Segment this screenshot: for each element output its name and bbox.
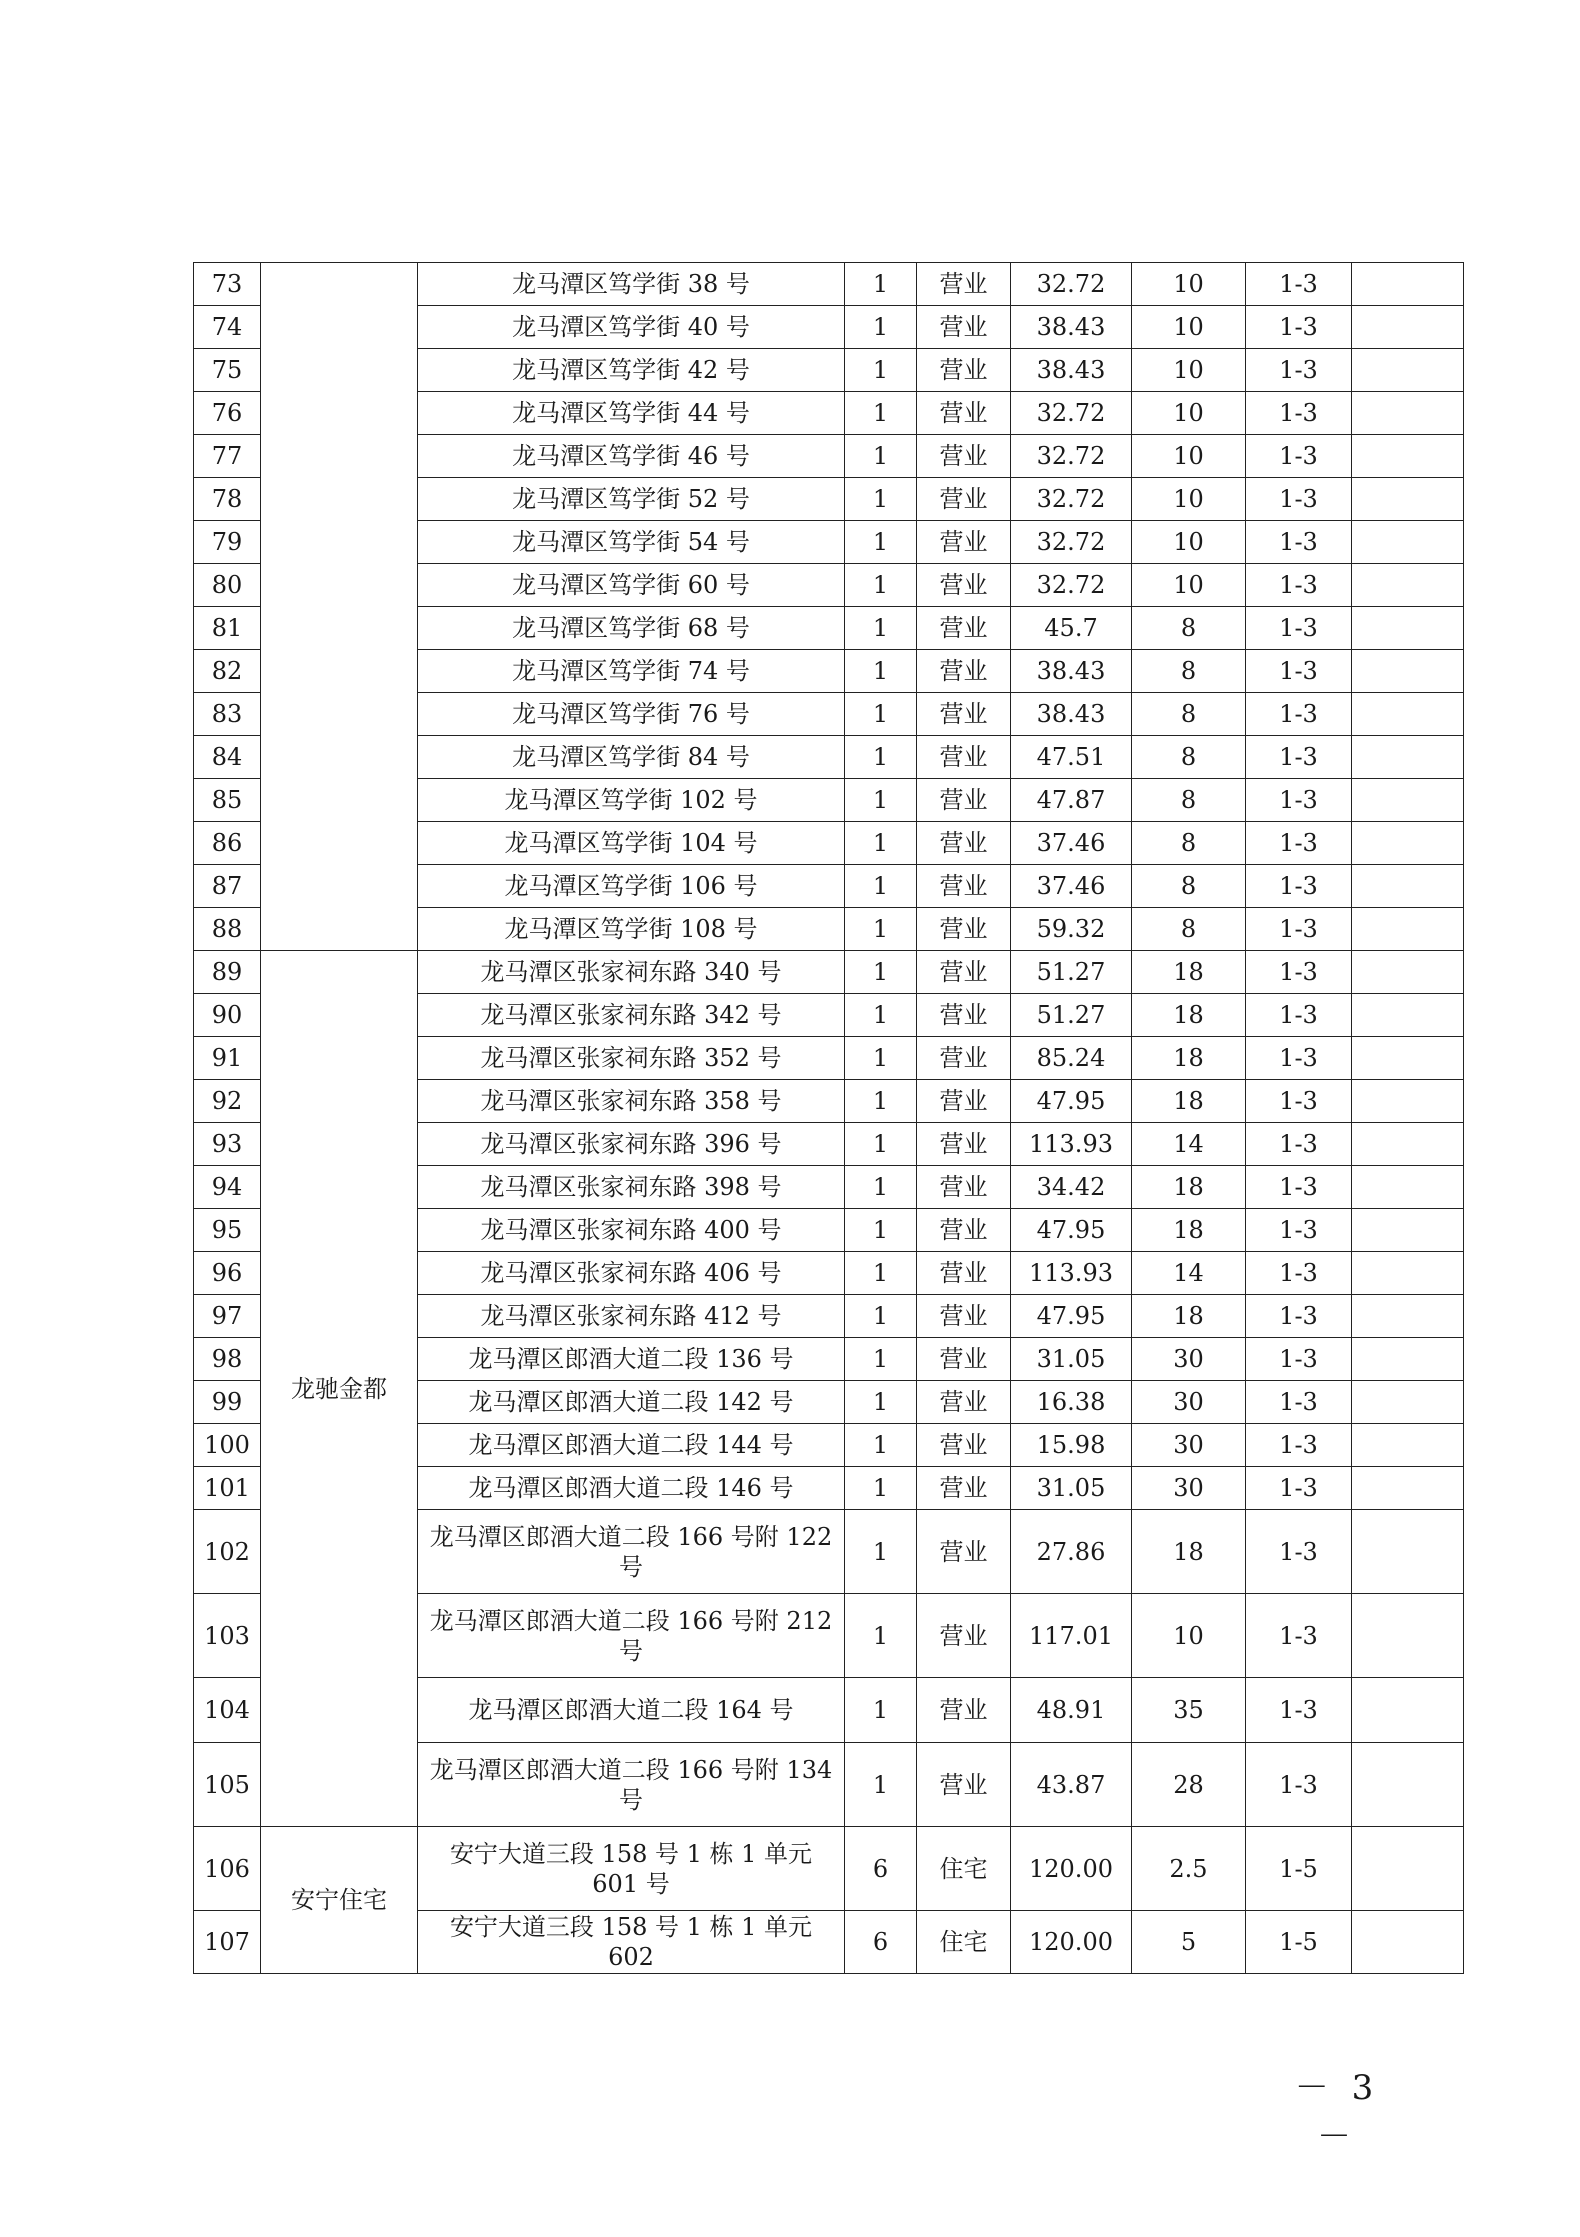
note-cell: [1352, 1252, 1464, 1295]
price-cell: 5: [1132, 1911, 1246, 1974]
area-cell: 47.95: [1011, 1209, 1132, 1252]
usage-cell: 营业: [917, 994, 1011, 1037]
area-cell: 117.01: [1011, 1594, 1132, 1678]
usage-cell: 营业: [917, 736, 1011, 779]
price-cell: 18: [1132, 1080, 1246, 1123]
price-cell: 10: [1132, 392, 1246, 435]
price-cell: 18: [1132, 951, 1246, 994]
quantity-cell: 1: [845, 1338, 917, 1381]
address-cell: 龙马潭区笃学街 44 号: [418, 392, 845, 435]
quantity-cell: 1: [845, 693, 917, 736]
area-cell: 120.00: [1011, 1911, 1132, 1974]
note-cell: [1352, 1123, 1464, 1166]
price-cell: 8: [1132, 779, 1246, 822]
price-cell: 35: [1132, 1678, 1246, 1743]
area-cell: 32.72: [1011, 564, 1132, 607]
price-cell: 10: [1132, 1594, 1246, 1678]
price-cell: 18: [1132, 1295, 1246, 1338]
term-cell: 1-3: [1246, 1209, 1352, 1252]
price-cell: 18: [1132, 994, 1246, 1037]
address-cell: 安宁大道三段 158 号 1 栋 1 单元 602: [418, 1911, 845, 1974]
row-number: 80: [194, 564, 261, 607]
quantity-cell: 1: [845, 779, 917, 822]
term-cell: 1-3: [1246, 263, 1352, 306]
area-cell: 15.98: [1011, 1424, 1132, 1467]
price-cell: 30: [1132, 1467, 1246, 1510]
quantity-cell: 1: [845, 951, 917, 994]
price-cell: 8: [1132, 822, 1246, 865]
address-cell: 龙马潭区郎酒大道二段 142 号: [418, 1381, 845, 1424]
usage-cell: 营业: [917, 1594, 1011, 1678]
quantity-cell: 1: [845, 1123, 917, 1166]
row-number: 77: [194, 435, 261, 478]
asset-table: [193, 262, 1464, 1974]
price-cell: 10: [1132, 263, 1246, 306]
quantity-cell: 1: [845, 1743, 917, 1827]
quantity-cell: 1: [845, 822, 917, 865]
address-cell: 龙马潭区笃学街 84 号: [418, 736, 845, 779]
price-cell: 30: [1132, 1424, 1246, 1467]
term-cell: 1-3: [1246, 1594, 1352, 1678]
usage-cell: 营业: [917, 1037, 1011, 1080]
note-cell: [1352, 1424, 1464, 1467]
price-cell: 28: [1132, 1743, 1246, 1827]
row-number: 99: [194, 1381, 261, 1424]
area-cell: 51.27: [1011, 951, 1132, 994]
table-row: [194, 951, 1464, 994]
usage-cell: 营业: [917, 1338, 1011, 1381]
term-cell: 1-3: [1246, 650, 1352, 693]
quantity-cell: 1: [845, 564, 917, 607]
quantity-cell: 6: [845, 1827, 917, 1911]
term-cell: 1-3: [1246, 392, 1352, 435]
note-cell: [1352, 607, 1464, 650]
area-cell: 47.87: [1011, 779, 1132, 822]
quantity-cell: 1: [845, 306, 917, 349]
area-cell: 31.05: [1011, 1338, 1132, 1381]
row-number: 76: [194, 392, 261, 435]
usage-cell: 营业: [917, 392, 1011, 435]
usage-cell: 营业: [917, 1123, 1011, 1166]
row-number: 90: [194, 994, 261, 1037]
usage-cell: 营业: [917, 693, 1011, 736]
price-cell: 18: [1132, 1209, 1246, 1252]
term-cell: 1-3: [1246, 1080, 1352, 1123]
note-cell: [1352, 865, 1464, 908]
quantity-cell: 1: [845, 349, 917, 392]
address-cell: 龙马潭区张家祠东路 398 号: [418, 1166, 845, 1209]
usage-cell: 营业: [917, 306, 1011, 349]
price-cell: 2.5: [1132, 1827, 1246, 1911]
price-cell: 8: [1132, 693, 1246, 736]
note-cell: [1352, 736, 1464, 779]
page-number: － 3 －: [1294, 2068, 1380, 2157]
row-number: 107: [194, 1911, 261, 1974]
note-cell: [1352, 263, 1464, 306]
note-cell: [1352, 1467, 1464, 1510]
note-cell: [1352, 1678, 1464, 1743]
area-cell: 43.87: [1011, 1743, 1132, 1827]
usage-cell: 营业: [917, 1424, 1011, 1467]
usage-cell: 营业: [917, 1510, 1011, 1594]
quantity-cell: 1: [845, 1080, 917, 1123]
address-cell: 龙马潭区张家祠东路 412 号: [418, 1295, 845, 1338]
row-number: 91: [194, 1037, 261, 1080]
price-cell: 30: [1132, 1381, 1246, 1424]
area-cell: 32.72: [1011, 521, 1132, 564]
note-cell: [1352, 994, 1464, 1037]
price-cell: 8: [1132, 736, 1246, 779]
project-group-cell: [261, 263, 418, 951]
note-cell: [1352, 349, 1464, 392]
area-cell: 120.00: [1011, 1827, 1132, 1911]
area-cell: 31.05: [1011, 1467, 1132, 1510]
quantity-cell: 6: [845, 1911, 917, 1974]
term-cell: 1-3: [1246, 1678, 1352, 1743]
quantity-cell: 1: [845, 1166, 917, 1209]
address-cell: 龙马潭区笃学街 74 号: [418, 650, 845, 693]
term-cell: 1-3: [1246, 865, 1352, 908]
term-cell: 1-3: [1246, 1381, 1352, 1424]
address-cell: 龙马潭区笃学街 106 号: [418, 865, 845, 908]
row-number: 102: [194, 1510, 261, 1594]
address-cell: 龙马潭区郎酒大道二段 164 号: [418, 1678, 845, 1743]
area-cell: 47.51: [1011, 736, 1132, 779]
price-cell: 14: [1132, 1123, 1246, 1166]
row-number: 98: [194, 1338, 261, 1381]
note-cell: [1352, 1381, 1464, 1424]
price-cell: 10: [1132, 349, 1246, 392]
price-cell: 10: [1132, 564, 1246, 607]
address-cell: 安宁大道三段 158 号 1 栋 1 单元 601 号: [418, 1827, 845, 1911]
row-number: 73: [194, 263, 261, 306]
usage-cell: 营业: [917, 1295, 1011, 1338]
area-cell: 37.46: [1011, 822, 1132, 865]
row-number: 88: [194, 908, 261, 951]
quantity-cell: 1: [845, 736, 917, 779]
note-cell: [1352, 822, 1464, 865]
area-cell: 47.95: [1011, 1295, 1132, 1338]
term-cell: 1-3: [1246, 1467, 1352, 1510]
usage-cell: 营业: [917, 1166, 1011, 1209]
area-cell: 51.27: [1011, 994, 1132, 1037]
note-cell: [1352, 908, 1464, 951]
address-cell: 龙马潭区笃学街 102 号: [418, 779, 845, 822]
term-cell: 1-3: [1246, 1338, 1352, 1381]
address-cell: 龙马潭区张家祠东路 352 号: [418, 1037, 845, 1080]
quantity-cell: 1: [845, 607, 917, 650]
note-cell: [1352, 435, 1464, 478]
row-number: 85: [194, 779, 261, 822]
address-cell: 龙马潭区笃学街 42 号: [418, 349, 845, 392]
term-cell: 1-3: [1246, 951, 1352, 994]
note-cell: [1352, 951, 1464, 994]
area-cell: 113.93: [1011, 1123, 1132, 1166]
price-cell: 18: [1132, 1166, 1246, 1209]
row-number: 89: [194, 951, 261, 994]
area-cell: 32.72: [1011, 392, 1132, 435]
price-cell: 10: [1132, 306, 1246, 349]
area-cell: 32.72: [1011, 478, 1132, 521]
quantity-cell: 1: [845, 435, 917, 478]
row-number: 74: [194, 306, 261, 349]
address-cell: 龙马潭区郎酒大道二段 166 号附 212 号: [418, 1594, 845, 1678]
term-cell: 1-3: [1246, 1252, 1352, 1295]
area-cell: 32.72: [1011, 263, 1132, 306]
area-cell: 37.46: [1011, 865, 1132, 908]
quantity-cell: 1: [845, 1252, 917, 1295]
address-cell: 龙马潭区郎酒大道二段 136 号: [418, 1338, 845, 1381]
row-number: 86: [194, 822, 261, 865]
usage-cell: 营业: [917, 1209, 1011, 1252]
address-cell: 龙马潭区张家祠东路 400 号: [418, 1209, 845, 1252]
row-number: 84: [194, 736, 261, 779]
note-cell: [1352, 779, 1464, 822]
term-cell: 1-5: [1246, 1827, 1352, 1911]
note-cell: [1352, 1080, 1464, 1123]
term-cell: 1-3: [1246, 521, 1352, 564]
row-number: 82: [194, 650, 261, 693]
term-cell: 1-3: [1246, 1510, 1352, 1594]
quantity-cell: 1: [845, 865, 917, 908]
note-cell: [1352, 1338, 1464, 1381]
quantity-cell: 1: [845, 1037, 917, 1080]
row-number: 100: [194, 1424, 261, 1467]
area-cell: 38.43: [1011, 650, 1132, 693]
note-cell: [1352, 392, 1464, 435]
area-cell: 85.24: [1011, 1037, 1132, 1080]
note-cell: [1352, 306, 1464, 349]
area-cell: 38.43: [1011, 349, 1132, 392]
quantity-cell: 1: [845, 263, 917, 306]
quantity-cell: 1: [845, 908, 917, 951]
row-number: 93: [194, 1123, 261, 1166]
note-cell: [1352, 478, 1464, 521]
area-cell: 27.86: [1011, 1510, 1132, 1594]
note-cell: [1352, 521, 1464, 564]
quantity-cell: 1: [845, 1209, 917, 1252]
quantity-cell: 1: [845, 1510, 917, 1594]
term-cell: 1-3: [1246, 306, 1352, 349]
term-cell: 1-3: [1246, 1037, 1352, 1080]
note-cell: [1352, 1743, 1464, 1827]
address-cell: 龙马潭区郎酒大道二段 144 号: [418, 1424, 845, 1467]
note-cell: [1352, 1295, 1464, 1338]
quantity-cell: 1: [845, 1467, 917, 1510]
usage-cell: 营业: [917, 1467, 1011, 1510]
address-cell: 龙马潭区笃学街 108 号: [418, 908, 845, 951]
address-cell: 龙马潭区笃学街 46 号: [418, 435, 845, 478]
note-cell: [1352, 1037, 1464, 1080]
area-cell: 38.43: [1011, 693, 1132, 736]
area-cell: 45.7: [1011, 607, 1132, 650]
address-cell: 龙马潭区张家祠东路 340 号: [418, 951, 845, 994]
address-cell: 龙马潭区张家祠东路 358 号: [418, 1080, 845, 1123]
note-cell: [1352, 1594, 1464, 1678]
quantity-cell: 1: [845, 1295, 917, 1338]
term-cell: 1-3: [1246, 478, 1352, 521]
project-group-cell: 龙驰金都: [261, 951, 418, 1827]
usage-cell: 营业: [917, 607, 1011, 650]
table-body: [194, 263, 1464, 1974]
address-cell: 龙马潭区郎酒大道二段 166 号附 134 号: [418, 1743, 845, 1827]
price-cell: 8: [1132, 650, 1246, 693]
term-cell: 1-3: [1246, 349, 1352, 392]
price-cell: 10: [1132, 478, 1246, 521]
note-cell: [1352, 1510, 1464, 1594]
address-cell: 龙马潭区郎酒大道二段 166 号附 122 号: [418, 1510, 845, 1594]
term-cell: 1-5: [1246, 1911, 1352, 1974]
note-cell: [1352, 693, 1464, 736]
note-cell: [1352, 1209, 1464, 1252]
term-cell: 1-3: [1246, 693, 1352, 736]
address-cell: 龙马潭区笃学街 104 号: [418, 822, 845, 865]
row-number: 101: [194, 1467, 261, 1510]
usage-cell: 营业: [917, 951, 1011, 994]
quantity-cell: 1: [845, 650, 917, 693]
address-cell: 龙马潭区笃学街 76 号: [418, 693, 845, 736]
price-cell: 18: [1132, 1037, 1246, 1080]
usage-cell: 营业: [917, 779, 1011, 822]
area-cell: 48.91: [1011, 1678, 1132, 1743]
quantity-cell: 1: [845, 392, 917, 435]
row-number: 83: [194, 693, 261, 736]
quantity-cell: 1: [845, 1594, 917, 1678]
term-cell: 1-3: [1246, 779, 1352, 822]
term-cell: 1-3: [1246, 1295, 1352, 1338]
area-cell: 16.38: [1011, 1381, 1132, 1424]
term-cell: 1-3: [1246, 908, 1352, 951]
usage-cell: 营业: [917, 908, 1011, 951]
price-cell: 8: [1132, 607, 1246, 650]
table-row: [194, 1827, 1464, 1911]
usage-cell: 营业: [917, 1252, 1011, 1295]
term-cell: 1-3: [1246, 736, 1352, 779]
row-number: 97: [194, 1295, 261, 1338]
row-number: 103: [194, 1594, 261, 1678]
address-cell: 龙马潭区笃学街 68 号: [418, 607, 845, 650]
area-cell: 38.43: [1011, 306, 1132, 349]
address-cell: 龙马潭区笃学街 40 号: [418, 306, 845, 349]
usage-cell: 营业: [917, 1743, 1011, 1827]
row-number: 75: [194, 349, 261, 392]
row-number: 87: [194, 865, 261, 908]
usage-cell: 营业: [917, 349, 1011, 392]
row-number: 78: [194, 478, 261, 521]
row-number: 79: [194, 521, 261, 564]
term-cell: 1-3: [1246, 1123, 1352, 1166]
term-cell: 1-3: [1246, 994, 1352, 1037]
address-cell: 龙马潭区笃学街 38 号: [418, 263, 845, 306]
quantity-cell: 1: [845, 994, 917, 1037]
project-group-cell: 安宁住宅: [261, 1827, 418, 1974]
address-cell: 龙马潭区张家祠东路 406 号: [418, 1252, 845, 1295]
area-cell: 32.72: [1011, 435, 1132, 478]
usage-cell: 住宅: [917, 1827, 1011, 1911]
usage-cell: 营业: [917, 478, 1011, 521]
term-cell: 1-3: [1246, 1743, 1352, 1827]
row-number: 95: [194, 1209, 261, 1252]
note-cell: [1352, 1166, 1464, 1209]
table-row: [194, 263, 1464, 306]
address-cell: 龙马潭区笃学街 52 号: [418, 478, 845, 521]
quantity-cell: 1: [845, 1381, 917, 1424]
note-cell: [1352, 1827, 1464, 1911]
usage-cell: 营业: [917, 263, 1011, 306]
price-cell: 10: [1132, 521, 1246, 564]
term-cell: 1-3: [1246, 1424, 1352, 1467]
address-cell: 龙马潭区笃学街 60 号: [418, 564, 845, 607]
note-cell: [1352, 1911, 1464, 1974]
usage-cell: 营业: [917, 865, 1011, 908]
price-cell: 10: [1132, 435, 1246, 478]
term-cell: 1-3: [1246, 435, 1352, 478]
term-cell: 1-3: [1246, 822, 1352, 865]
address-cell: 龙马潭区笃学街 54 号: [418, 521, 845, 564]
quantity-cell: 1: [845, 521, 917, 564]
row-number: 106: [194, 1827, 261, 1911]
row-number: 104: [194, 1678, 261, 1743]
term-cell: 1-3: [1246, 564, 1352, 607]
quantity-cell: 1: [845, 478, 917, 521]
price-cell: 18: [1132, 1510, 1246, 1594]
usage-cell: 住宅: [917, 1911, 1011, 1974]
address-cell: 龙马潭区张家祠东路 396 号: [418, 1123, 845, 1166]
usage-cell: 营业: [917, 1080, 1011, 1123]
usage-cell: 营业: [917, 435, 1011, 478]
note-cell: [1352, 564, 1464, 607]
row-number: 92: [194, 1080, 261, 1123]
note-cell: [1352, 650, 1464, 693]
area-cell: 34.42: [1011, 1166, 1132, 1209]
area-cell: 47.95: [1011, 1080, 1132, 1123]
quantity-cell: 1: [845, 1424, 917, 1467]
usage-cell: 营业: [917, 564, 1011, 607]
price-cell: 30: [1132, 1338, 1246, 1381]
area-cell: 59.32: [1011, 908, 1132, 951]
price-cell: 8: [1132, 865, 1246, 908]
usage-cell: 营业: [917, 822, 1011, 865]
quantity-cell: 1: [845, 1678, 917, 1743]
row-number: 81: [194, 607, 261, 650]
address-cell: 龙马潭区郎酒大道二段 146 号: [418, 1467, 845, 1510]
row-number: 105: [194, 1743, 261, 1827]
row-number: 96: [194, 1252, 261, 1295]
usage-cell: 营业: [917, 1678, 1011, 1743]
area-cell: 113.93: [1011, 1252, 1132, 1295]
usage-cell: 营业: [917, 650, 1011, 693]
price-cell: 14: [1132, 1252, 1246, 1295]
row-number: 94: [194, 1166, 261, 1209]
term-cell: 1-3: [1246, 607, 1352, 650]
usage-cell: 营业: [917, 521, 1011, 564]
term-cell: 1-3: [1246, 1166, 1352, 1209]
price-cell: 8: [1132, 908, 1246, 951]
usage-cell: 营业: [917, 1381, 1011, 1424]
address-cell: 龙马潭区张家祠东路 342 号: [418, 994, 845, 1037]
